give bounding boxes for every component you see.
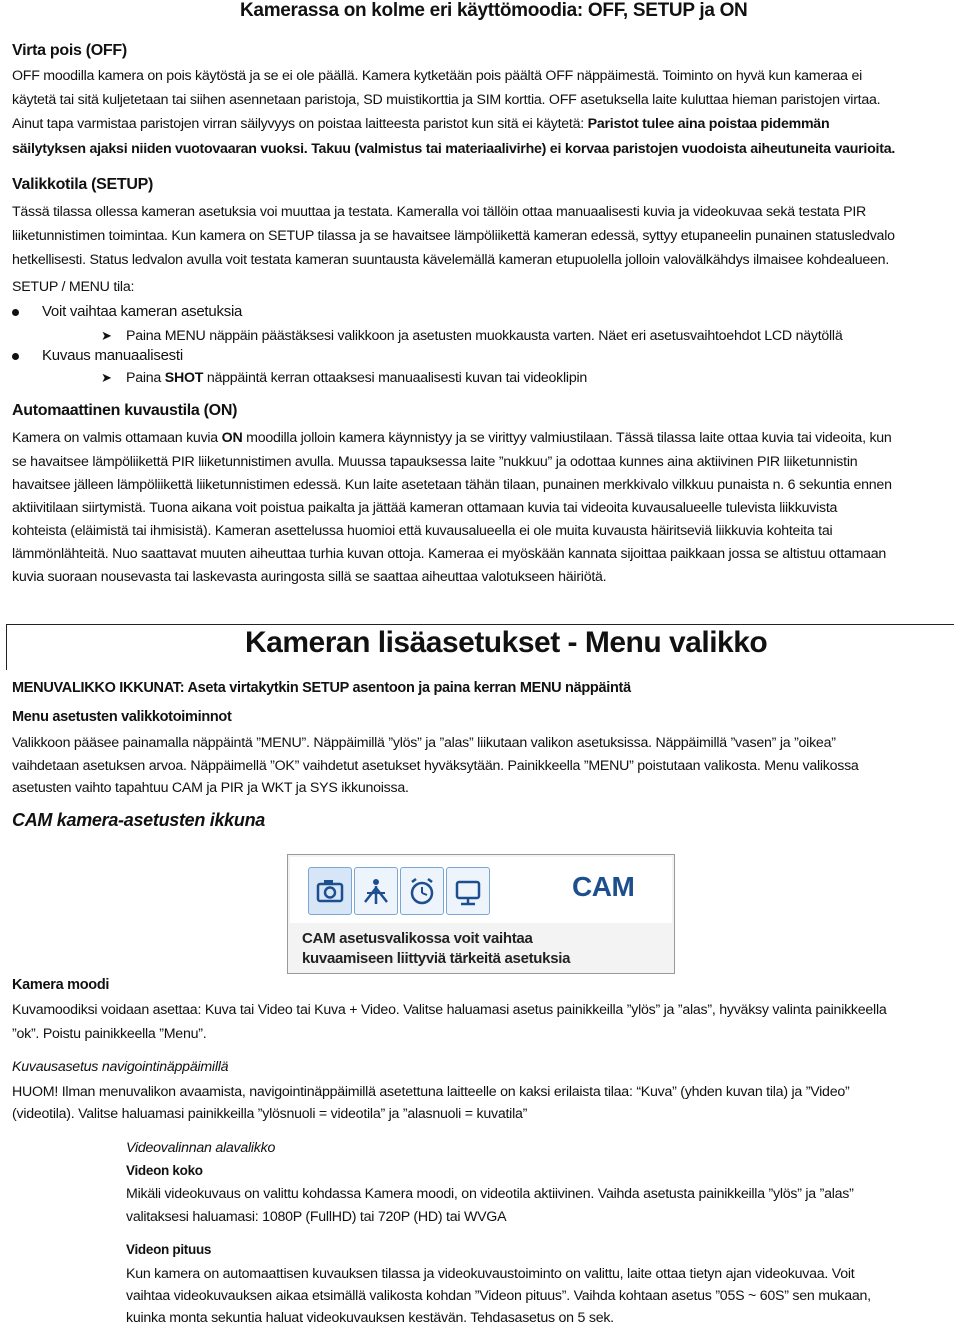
- navigation-line-1: HUOM! Ilman menuvalikon avaamista, navigointinäppäimillä asetettuna laitteelle on kaksi erilaista tilaa: “Kuva” (yhden kuvan tila) ja ”Video”: [12, 1084, 850, 1100]
- off-line-4-bold-2: Takuu (valmistus tai materiaalivirhe) ei korvaa paristojen vuodoista aiheutuneita vaurioita.: [307, 141, 896, 157]
- alarm-clock-icon: [400, 867, 444, 915]
- camera-mode-heading: Kamera moodi: [12, 977, 110, 993]
- menu-section-title: Kameran lisäasetukset - Menu valikko: [245, 626, 768, 659]
- on-line-1-text-2: moodilla jolloin kamera käynnistyy ja se virittyy valmiustilaan. Tässä tilassa laite ottaa kuvia tai videoita, kun: [242, 430, 892, 446]
- on-line-3: havaitsee jälleen lämpöliikettä liiketunnistimen edessä. Kun laite asetetaan tähän tilaan, punainen merkkivalo vilkkuu punaista n. 6 sekuntia ennen: [12, 477, 892, 493]
- off-line-2: käytetä tai sitä kuljetetaan tai siihen asennetaan paristoja, SD muistikorttia ja SIM korttia. OFF asetuksella laite kuluttaa hieman paristojen virtaa.: [12, 92, 881, 108]
- on-line-1-text: Kamera on valmis ottamaan kuvia: [12, 430, 222, 446]
- setup-line-3: hetkellisesti. Status ledvalon avulla voit testata kameran suuntausta kävelemällä kameran etupuolella jolloin valovälkähdys ilmaisee kohdealueen.: [12, 252, 890, 268]
- on-line-4: aktiivitilaan siirtymistä. Tuona aikana voit poistua paikalta ja jättää kameran ottamaan kuvia tai videoita kuvausalueelle tulevista liikkuvista: [12, 500, 838, 516]
- setup-bullet-2: Kuvaus manuaalisesti: [42, 347, 183, 364]
- menu-function-line-2: vaihdetaan asetuksen arvoa. Näppäimellä ”OK” vaihdetut asetukset hyväksytään. Painikkeella ”MENU” poistutaan valikosta. Menu valikossa: [12, 758, 859, 774]
- setup-bullet-2-sub: [126, 368, 587, 388]
- video-size-heading: Videon koko: [126, 1163, 203, 1178]
- cam-menu-toolbar: [290, 857, 672, 923]
- video-size-line-2: valitaksesi haluamasi: 1080P (FullHD) tai 720P (HD) tai WVGA: [126, 1209, 507, 1225]
- menu-function-line-1: Valikkoon pääsee painamalla näppäintä ”MENU”. Näppäimillä ”ylös” ja ”alas” liikutaan valikon asetuksissa. Näppäimillä ”vasen” ja ”oikea”: [12, 735, 836, 751]
- bullet-dot: [12, 353, 19, 360]
- camera-mode-line-2: ”ok”. Poistu painikkeella ”Menu”.: [12, 1026, 207, 1042]
- cam-caption-line-2: kuvaamiseen liittyviä tärkeitä asetuksia: [302, 950, 571, 967]
- on-line-1-bold: ON: [221, 430, 243, 446]
- system-settings-icon: [446, 867, 490, 915]
- on-line-5: kohteista (eläimistä tai ihmisistä). Kameran asettelussa huomioi että kuvausalueella ei ole muita kuvausta häiritseviä liikkuvia kohteita tai: [12, 523, 833, 539]
- menu-function-heading: Menu asetusten valikkotoiminnot: [12, 709, 232, 725]
- off-line-3-bold: Paristot tulee aina poistaa pidemmän: [587, 116, 830, 132]
- navigation-heading: Kuvausasetus navigointinäppäimillä: [12, 1059, 229, 1075]
- on-heading: Automaattinen kuvaustila (ON): [12, 402, 238, 419]
- off-line-4-bold: säilytyksen ajaksi niiden vuotovaaran vuoksi.: [12, 141, 308, 157]
- camera-mode-line-1: Kuvamoodiksi voidaan asettaa: Kuva tai Video tai Kuva + Video. Valitse haluamasi asetus painikkeilla ”ylös” ja ”alas”, hyväksy valinta painikkeella: [12, 1002, 887, 1018]
- setup-bullet-1: Voit vaihtaa kameran asetuksia: [42, 303, 243, 320]
- setup-line-1: Tässä tilassa ollessa kameran asetuksia voi muuttaa ja testata. Kameralla voi tällöin ottaa manuaalisesti kuvia ja videokuvaa sekä testata PIR: [12, 204, 867, 220]
- cam-tab-label: CAM: [572, 871, 635, 902]
- setup-heading: Valikkotila (SETUP): [12, 176, 154, 193]
- off-line-1: OFF moodilla kamera on pois käytöstä ja se ei ole päällä. Kamera kytketään pois päältä OFF näppäimestä. Toiminto on hyvä kun kameraa ei: [12, 68, 863, 84]
- video-length-line-3: kuinka monta sekuntia haluat videokuvauksen kestävän. Tehdasasetus on 5 sek.: [126, 1310, 614, 1326]
- video-size-line-1: Mikäli videokuvaus on valittu kohdassa Kamera moodi, on videotila aktiivinen. Vaihda asetusta painikkeilla ”ylös” ja ”alas”: [126, 1186, 854, 1202]
- off-line-4: [12, 139, 895, 159]
- video-length-line-1: Kun kamera on automaattisen kuvauksen tilassa ja videokuvaustoiminto on valittu, laite ottaa tietyn ajan videokuvaa. Voit: [126, 1266, 855, 1282]
- setup-line-2: liiketunnistimen toimintaa. Kun kamera on SETUP tilassa ja se havaitsee lämpöliikettä kameran edessä, syttyy etupaneelin punainen statusledvalo: [12, 228, 895, 244]
- camera-icon: [308, 867, 352, 915]
- setup-bullet-1-sub: Paina MENU näppäin päästäksesi valikkoon ja asetusten muokkausta varten. Näet eri asetusvaihtoehdot LCD näytöllä: [126, 328, 843, 344]
- video-length-heading: Videon pituus: [126, 1242, 212, 1257]
- video-length-line-2: vaihtaa videokuvauksen aikaa etsimällä valikosta kohdan ”Videon pituus”. Vaihda kohtaan asetus ”05S ~ 60S” sen mukaan,: [126, 1288, 871, 1304]
- bullet-dot: [12, 309, 19, 316]
- off-line-3: [12, 114, 829, 134]
- menu-window-heading: MENUVALIKKO IKKUNAT: Aseta virtakytkin SETUP asentoon ja paina kerran MENU näppäintä: [12, 680, 631, 696]
- navigation-line-2: (videotila). Valitse haluamasi painikkeilla ”ylösnuoli = videotila” ja ”alasnuoli = kuvatila”: [12, 1106, 528, 1122]
- cam-menu-screenshot: [287, 854, 675, 974]
- on-line-1: [12, 428, 892, 448]
- arrow-right-icon: ➤: [101, 328, 112, 343]
- on-line-2: se havaitsee lämpöliikettä PIR liiketunnistimen avulla. Muussa tapauksessa laite ”nukkuu” ja odottaa kunnes aina aktiivinen PIR liiketunnistin: [12, 454, 858, 470]
- menu-function-line-3: asetusten vaihto tapahtuu CAM ja PIR ja WKT ja SYS ikkunoissa.: [12, 780, 409, 796]
- video-submenu-heading: Videovalinnan alavalikko: [126, 1140, 276, 1156]
- cam-window-heading: CAM kamera-asetusten ikkuna: [12, 810, 265, 830]
- pir-sensor-icon: [354, 867, 398, 915]
- setup-bullet-2-sub-text-2: näppäintä kerran ottaaksesi manuaalisesti kuvan tai videoklipin: [203, 370, 588, 386]
- off-heading: Virta pois (OFF): [12, 42, 127, 59]
- setup-bullet-2-sub-text: Paina: [126, 370, 165, 386]
- off-line-3-text: Ainut tapa varmistaa paristojen virran säilyvyys on poistaa laitteesta paristot kun sitä ei käytetä:: [12, 116, 588, 132]
- on-line-6: lämmönlähteitä. Nuo saattavat muuten aiheuttaa turhia kuvan ottoja. Kameraa ei myöskään kannata sijoittaa paikkaan jossa se altistuu ottamaan: [12, 546, 887, 562]
- cam-caption-line-1: CAM asetusvalikossa voit vaihtaa: [302, 930, 533, 947]
- on-line-7: kuvia suoraan nousevasta tai laskevasta auringosta sillä se saattaa aiheuttaa valotukseen häiriötä.: [12, 569, 607, 585]
- cam-caption: [302, 929, 570, 969]
- setup-menu-label: SETUP / MENU tila:: [12, 279, 135, 295]
- page-title: Kamerassa on kolme eri käyttömoodia: OFF, SETUP ja ON: [240, 0, 748, 21]
- setup-bullet-2-sub-bold: SHOT: [164, 370, 204, 386]
- arrow-right-icon: ➤: [101, 370, 112, 385]
